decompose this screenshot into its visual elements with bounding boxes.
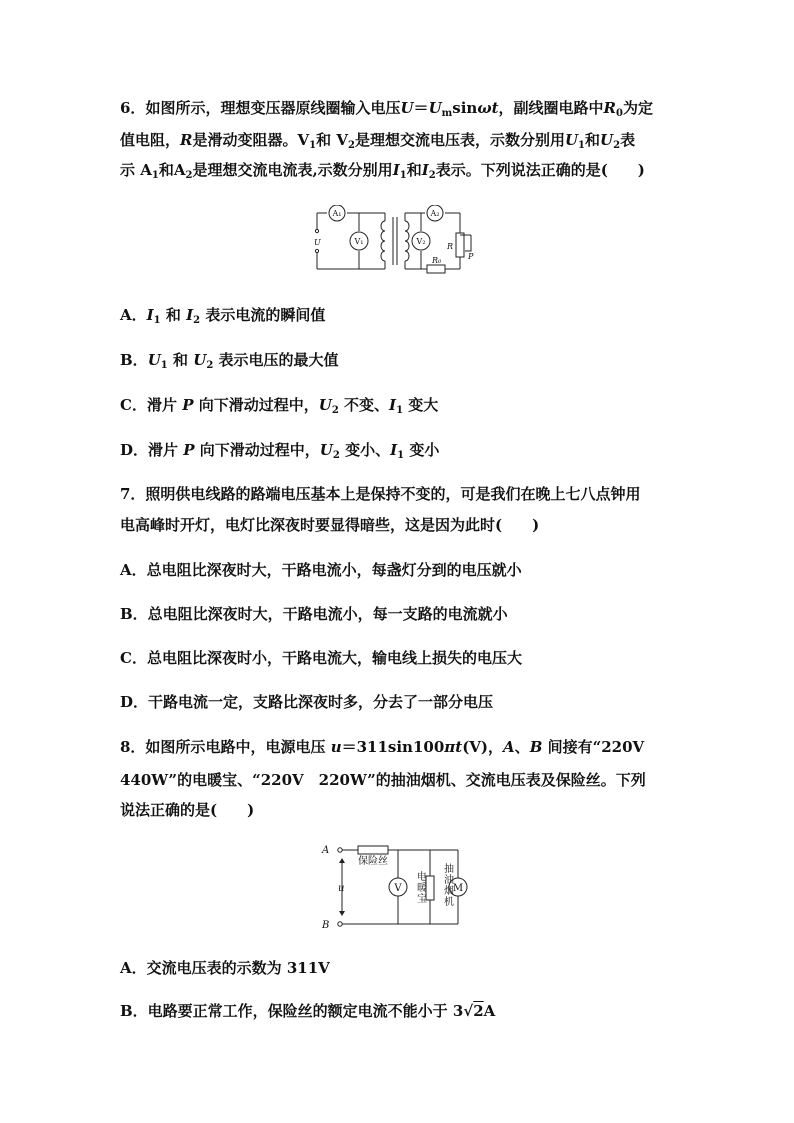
q6-option-a: A．$I_1$ 和 $I_2$ 表示电流的瞬间值 [120, 306, 326, 326]
svg-text:P: P [468, 252, 474, 261]
svg-text:U: U [314, 238, 321, 247]
q7-option-a: A．总电阻比深夜时大，干路电流小，每盏灯分到的电压就小 [120, 561, 522, 579]
svg-text:保险丝: 保险丝 [358, 856, 388, 867]
q6-option-b: B．$U_1$ 和 $U_2$ 表示电压的最大值 [120, 351, 339, 371]
svg-text:V₂: V₂ [416, 237, 426, 246]
q7-option-b: B．总电阻比深夜时大，干路电流小，每一支路的电流就小 [120, 605, 508, 623]
q6-number: 6． [120, 99, 146, 117]
svg-text:V: V [394, 883, 402, 894]
svg-text:R: R [447, 242, 454, 251]
svg-text:B: B [322, 920, 330, 931]
svg-text:抽油烟机: 抽油烟机 [444, 864, 454, 908]
q8-line-1: 8．如图所示电路中，电源电压 u＝311sin100πt(V)，A、B 间接有“220V [120, 738, 645, 756]
q6-option-d: D．滑片 P 向下滑动过程中，$U_2$ 变小、$I_1$ 变小 [120, 441, 440, 461]
q6-line-2: 值电阻，R是滑动变阻器。$V_1$和 $V_2$是理想交流电压表，示数分别用$U_1$和$U_2$表 [120, 131, 636, 151]
q6-line-3: 示 $A_1$和$A_2$是理想交流电流表,示数分别用$I_1$和$I_2$表示。下列说法正确的是( ) [120, 161, 645, 181]
svg-text:R₀: R₀ [432, 256, 442, 265]
q6-option-c: C．滑片 P 向下滑动过程中，$U_2$ 不变、$I_1$ 变大 [120, 396, 439, 416]
transformer-circuit-diagram [305, 205, 495, 275]
q7-line-2: 电高峰时开灯，电灯比深夜时要显得暗些，这是因为此时( ) [120, 516, 540, 534]
q7-option-c: C．总电阻比深夜时小，干路电流大，输电线上损失的电压大 [120, 649, 522, 667]
svg-text:电暖宝: 电暖宝 [417, 872, 427, 905]
q8-line-2: 440W”的电暖宝、“220V 220W”的抽油烟机、交流电压表及保险丝。下列 [120, 771, 646, 789]
q7-option-d: D．干路电流一定，支路比深夜时多，分去了一部分电压 [120, 693, 494, 711]
q8-option-b: B．电路要正常工作，保险丝的额定电流不能小于 3√2A [120, 1002, 496, 1020]
svg-text:A: A [322, 845, 330, 856]
q6-line-1: 6．如图所示，理想变压器原线圈输入电压$U=U_m\sin\omega t$，副线圈电路中$R_0$为定 [120, 99, 653, 119]
svg-text:M: M [452, 883, 464, 894]
sqrt-symbol: √ [463, 1002, 474, 1020]
svg-text:A₂: A₂ [430, 209, 440, 218]
q8-line-3: 说法正确的是( ) [120, 801, 255, 819]
q7-line-1: 7．照明供电线路的路端电压基本上是保持不变的，可是我们在晚上七八点钟用 [120, 485, 641, 503]
svg-text:A₁: A₁ [332, 209, 342, 218]
fuse-circuit-diagram [318, 838, 478, 936]
svg-text:V₁: V₁ [354, 237, 364, 246]
q8-option-a: A．交流电压表的示数为 311V [120, 959, 330, 977]
svg-text:u: u [338, 883, 345, 894]
